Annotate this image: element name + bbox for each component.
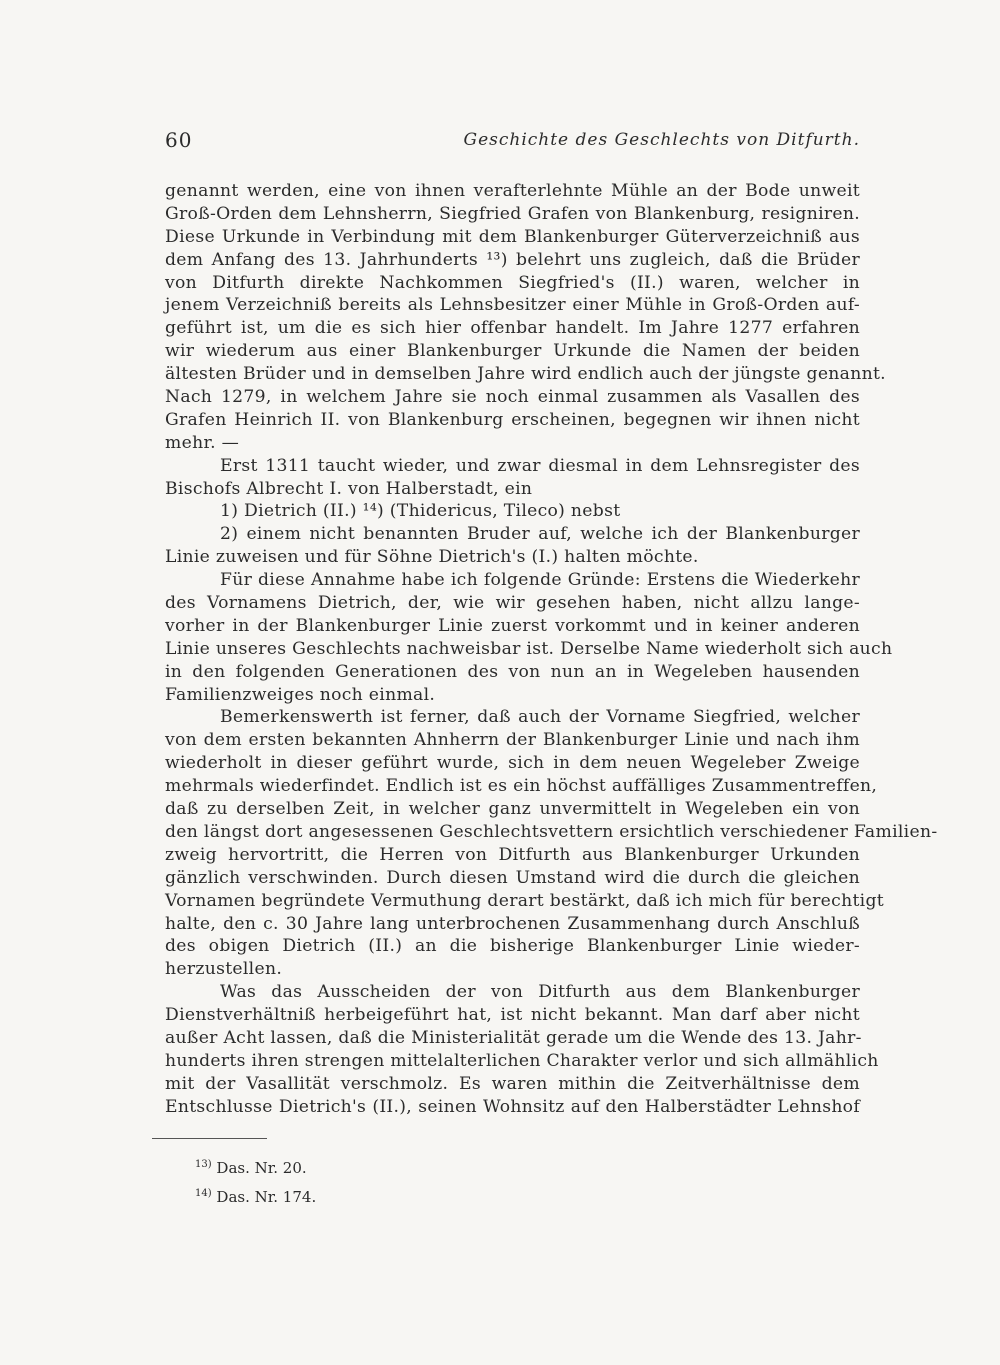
text-line: ältesten Brüder und in demselben Jahre wird endlich auch der jüngste genannt. [165, 364, 886, 385]
text-line: Diese Urkunde in Verbindung mit dem Blankenburger Güterverzeichniß aus [165, 226, 860, 247]
text-line: herzustellen. [165, 959, 283, 980]
text-line: außer Acht lassen, daß die Ministerialität gerade um die Wende des 13. Jahr- [165, 1027, 862, 1048]
text-line: wiederholt in dieser geführt wurde, sich in dem neuen Wegeleber Zweige [165, 753, 860, 774]
text-line: jenem Verzeichniß bereits als Lehnsbesitzer einer Mühle in Groß-Orden auf- [165, 295, 860, 316]
text-line: Dienstverhältniß herbeigeführt hat, ist nicht bekannt. Man darf aber nicht [165, 1005, 860, 1026]
text-line: zweig hervortritt, die Herren von Ditfurth aus Blankenburger Urkunden [165, 844, 860, 865]
footnote [195, 1152, 316, 1181]
text-line: Linie unseres Geschlechts nachweisbar ist. Derselbe Name wiederholt sich auch [165, 638, 893, 659]
footnote-mark: 13) [195, 1159, 212, 1170]
footnote-mark: 14) [195, 1188, 212, 1199]
text-line: Für diese Annahme habe ich folgende Gründe: Erstens die Wiederkehr [220, 570, 860, 591]
text-line: daß zu derselben Zeit, in welcher ganz unvermittelt in Wegeleben ein von [165, 799, 860, 820]
page-number: 60 [165, 128, 193, 152]
text-line: genannt werden, eine von ihnen verafterlehnte Mühle an der Bode unweit [165, 181, 860, 201]
text-line: Nach 1279, in welchem Jahre sie noch einmal zusammen als Vasallen des [165, 387, 860, 408]
body-text [165, 180, 938, 1119]
text-line: Erst 1311 taucht wieder, und zwar diesmal in dem Lehnsregister des [220, 455, 860, 476]
text-line: vorher in der Blankenburger Linie zuerst vorkommt und in keiner anderen [165, 615, 860, 636]
text-line: wir wiederum aus einer Blankenburger Urkunde die Namen der beiden [165, 341, 860, 362]
text-line: von Ditfurth direkte Nachkommen Siegfried's (II.) waren, welcher in [165, 272, 860, 293]
text-line: geführt ist, um die es sich hier offenbar handelt. Im Jahre 1277 erfahren [165, 318, 860, 339]
text-line: 2) einem nicht benannten Bruder auf, welche ich der Blankenburger [220, 524, 860, 545]
text-line: den längst dort angesessenen Geschlechtsvettern ersichtlich verschiedener Familien- [165, 821, 938, 842]
text-line: Bemerkenswerth ist ferner, daß auch der Vorname Siegfried, welcher [220, 707, 860, 728]
footnote-rule [152, 1138, 267, 1139]
text-line: gänzlich verschwinden. Durch diesen Umstand wird die durch die gleichen [165, 867, 860, 888]
text-line: Linie zuweisen und für Söhne Dietrich's (I.) halten möchte. [165, 547, 699, 568]
footnote-text: Das. Nr. 20. [216, 1159, 307, 1177]
text-line: mehr. — [165, 432, 240, 453]
text-line: von dem ersten bekannten Ahnherrn der Blankenburger Linie und nach ihm [165, 730, 860, 751]
text-line: Entschlusse Dietrich's (II.), seinen Wohnsitz auf den Halberstädter Lehnshof [165, 1096, 860, 1117]
text-line: halte, den c. 30 Jahre lang unterbrochenen Zusammenhang durch Anschluß [165, 913, 860, 934]
text-line: des obigen Dietrich (II.) an die bisherige Blankenburger Linie wieder- [165, 936, 860, 957]
footnotes [195, 1152, 316, 1210]
footnote-text: Das. Nr. 174. [216, 1188, 317, 1206]
text-line: hunderts ihren strengen mittelalterlichen Charakter verlor und sich allmählich [165, 1050, 879, 1071]
text-line: Groß-Orden dem Lehnsherrn, Siegfried Grafen von Blankenburg, resigniren. [165, 203, 860, 224]
text-line: 1) Dietrich (II.) ¹⁴) (Thidericus, Tileco) nebst [220, 501, 621, 522]
text-line: Vornamen begründete Vermuthung derart bestärkt, daß ich mich für berechtigt [165, 890, 884, 911]
text-line: Grafen Heinrich II. von Blankenburg erscheinen, begegnen wir ihnen nicht [165, 409, 860, 430]
text-line: in den folgenden Generationen des von nun an in Wegeleben hausenden [165, 661, 860, 682]
text-line: Familienzweiges noch einmal. [165, 684, 436, 705]
text-line: Was das Ausscheiden der von Ditfurth aus dem Blankenburger [220, 982, 860, 1003]
text-line: dem Anfang des 13. Jahrhunderts ¹³) belehrt uns zugleich, daß die Brüder [165, 249, 860, 270]
text-line: mehrmals wiederfindet. Endlich ist es ein höchst auffälliges Zusammentreffen, [165, 776, 878, 797]
text-line: mit der Vasallität verschmolz. Es waren mithin die Zeitverhältnisse dem [165, 1073, 860, 1094]
footnote [195, 1181, 316, 1210]
text-line: des Vornamens Dietrich, der, wie wir gesehen haben, nicht allzu lange- [165, 593, 860, 614]
text-line: Bischofs Albrecht I. von Halberstadt, ein [165, 478, 533, 499]
page-header [165, 128, 860, 158]
running-title: Geschichte des Geschlechts von Ditfurth. [463, 130, 860, 150]
